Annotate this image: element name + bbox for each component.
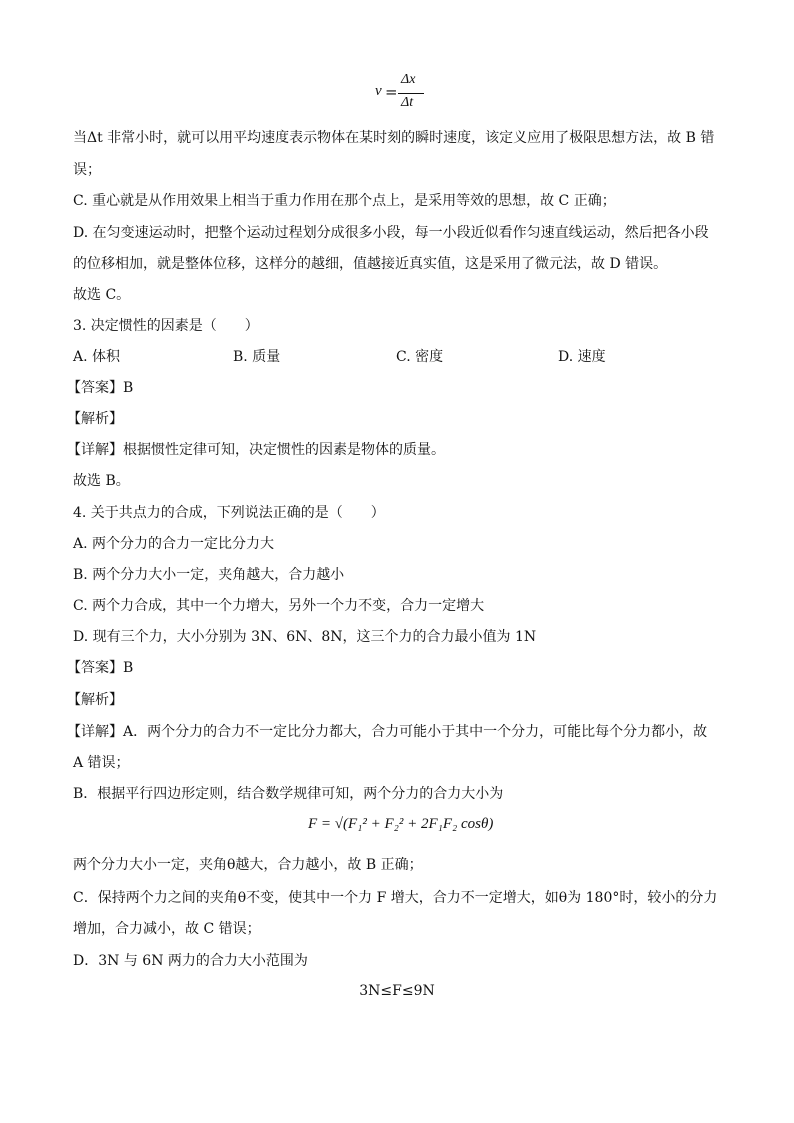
option-d: D. 现有三个力，大小分别为 3N、6N、8N，这三个力的合力最小值为 1N bbox=[73, 629, 537, 645]
text-line: 误； bbox=[73, 162, 101, 178]
text-line: 两个分力大小一定，夹角θ越大，合力越小，故 B 正确； bbox=[73, 857, 423, 873]
option-b: B. 两个分力大小一定，夹角越大，合力越小 bbox=[73, 567, 345, 583]
analysis-label: 【解析】 bbox=[67, 411, 123, 427]
text-line: 故选 C。 bbox=[73, 287, 131, 303]
text-line: 当Δt 非常小时，就可以用平均速度表示物体在某时刻的瞬时速度，该定义应用了极限思想方法，故 B 错 bbox=[73, 130, 715, 146]
question-4: 4. 关于共点力的合成，下列说法正确的是（ ） bbox=[73, 505, 385, 521]
option-c: C. 密度 bbox=[396, 349, 444, 365]
text-line: B．根据平行四边形定则，结合数学规律可知，两个分力的合力大小为 bbox=[73, 786, 504, 802]
option-a: A. 两个分力的合力一定比分力大 bbox=[73, 536, 275, 552]
text-line: 增加，合力减小，故 C 错误； bbox=[73, 921, 261, 937]
formula-text: F = √(F₁² + F₂² + 2F₁F₂ cosθ) bbox=[308, 816, 494, 832]
answer-label: 【答案】B bbox=[67, 380, 134, 396]
text-line: C. 重心就是从作用效果上相当于重力作用在那个点上，是采用等效的思想，故 C 正确； bbox=[73, 193, 616, 209]
option-d: D. 速度 bbox=[558, 349, 606, 365]
eq-sign: = bbox=[385, 83, 398, 101]
option-c: C. 两个力合成，其中一个力增大，另外一个力不变，合力一定增大 bbox=[73, 598, 485, 614]
eq-numerator: Δx bbox=[401, 72, 416, 87]
force-range: 3N≤F≤9N bbox=[359, 983, 435, 999]
text-line: D. 在匀变速运动时，把整个运动过程划分成很多小段，每一小段近似看作匀速直线运动，然后把各小段 bbox=[73, 225, 709, 241]
text-line: D．3N 与 6N 两力的合力大小范围为 bbox=[73, 953, 308, 969]
detail-text: 【详解】A．两个分力的合力不一定比分力都大，合力可能小于其中一个分力，可能比每个分力都小，故 bbox=[67, 724, 708, 740]
fraction-bar bbox=[398, 93, 424, 94]
answer-label: 【答案】B bbox=[67, 660, 134, 676]
text-line: 故选 B。 bbox=[73, 473, 130, 489]
analysis-label: 【解析】 bbox=[67, 692, 123, 708]
text-line: 的位移相加，就是整体位移，这样分的越细，值越接近真实值，这是采用了微元法，故 D 错误。 bbox=[73, 256, 668, 272]
question-3: 3. 决定惯性的因素是（ ） bbox=[73, 318, 259, 334]
eq-lhs: v bbox=[375, 83, 382, 99]
resultant-force-formula bbox=[308, 816, 493, 846]
eq-denominator: Δt bbox=[401, 95, 414, 110]
option-a: A. 体积 bbox=[73, 349, 121, 365]
option-b: B. 质量 bbox=[233, 349, 281, 365]
detail-text: 【详解】根据惯性定律可知，决定惯性的因素是物体的质量。 bbox=[67, 442, 445, 458]
text-line: A 错误； bbox=[73, 755, 130, 771]
velocity-definition-equation bbox=[375, 72, 435, 116]
text-line: C．保持两个力之间的夹角θ不变，使其中一个力 F 增大，合力不一定增大，如θ为 180°时，较小的分力 bbox=[73, 890, 718, 906]
